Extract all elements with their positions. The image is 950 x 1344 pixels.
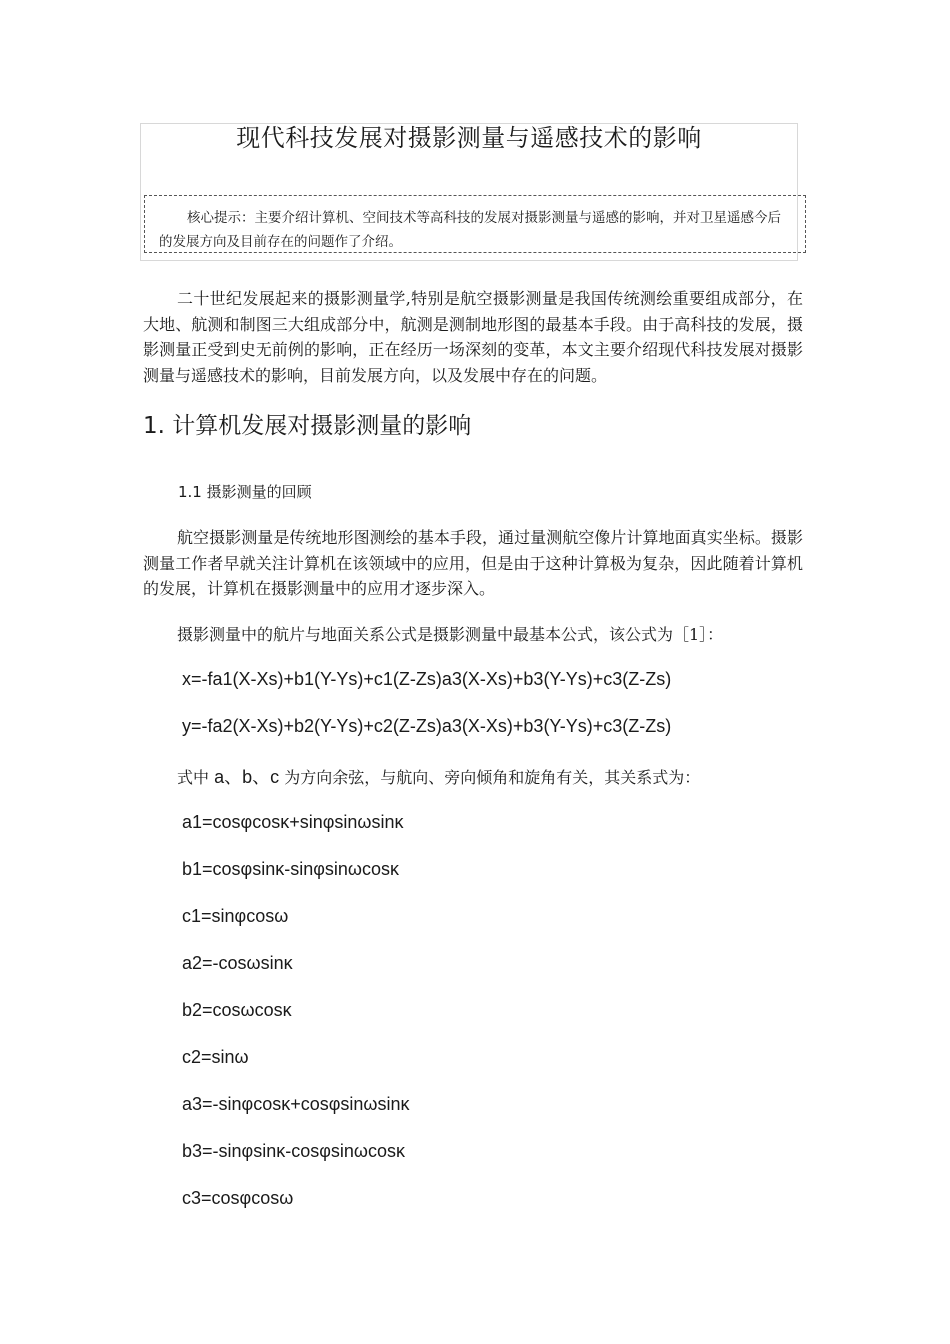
body-paragraph-3 [143,765,803,791]
intro-paragraph: 二十世纪发展起来的摄影测量学,特别是航空摄影测量是我国传统测绘重要组成部分，在大地、航测和制图三大组成部分中，航测是测制地形图的最基本手段。由于高科技的发展，摄影测量正受到史无前例的影响，正在经历一场深刻的变革，本文主要介绍现代科技发展对摄影测量与遥感技术的影响，目前发展方向，以及发展中存在的问题。 [143,289,803,385]
equation-b1: b1=cosφsinκ-sinφsinωcosκ [182,859,399,879]
equation-a1: a1=cosφcosκ+sinφsinωsinκ [182,812,404,832]
equation-b2: b2=cosωcosκ [182,1000,292,1020]
equation-a3: a3=-sinφcosκ+cosφsinωsinκ [182,1094,410,1114]
para3-suffix: 为方向余弦，与航向、旁向倾角和旋角有关，其关系式为： [284,768,701,787]
para3-prefix: 式中 [177,768,210,787]
equation-c2: c2=sinω [182,1047,249,1067]
body-paragraph-1: 航空摄影测量是传统地形图测绘的基本手段，通过量测航空像片计算地面真实坐标。摄影测量工作者早就关注计算机在该领域中的应用，但是由于这种计算极为复杂，因此随着计算机的发展，计算机在摄影测量中的应用才逐步深入。 [143,528,803,598]
formula-y: y=-fa2(X-Xs)+b2(Y-Ys)+c2(Z-Zs)a3(X-Xs)+b3(Y-Ys)+c3(Z-Zs) [182,716,672,736]
body-paragraph-2: 摄影测量中的航片与地面关系公式是摄影测量中最基本公式，该公式为［1］： [177,625,724,644]
equation-b3: b3=-sinφsinκ-cosφsinωcosκ [182,1141,405,1161]
equation-c3: c3=cosφcosω [182,1188,294,1208]
abstract-box: 核心提示：主要介绍计算机、空间技术等高科技的发展对摄影测量与遥感的影响，并对卫星遥感今后的发展方向及目前存在的问题作了介绍。 [144,195,806,253]
formula-x: x=-fa1(X-Xs)+b1(Y-Ys)+c1(Z-Zs)a3(X-Xs)+b3(Y-Ys)+c3(Z-Zs) [182,669,672,689]
equation-a2: a2=-cosωsinκ [182,953,293,973]
section-heading: 1. 计算机发展对摄影测量的影响 [143,413,472,439]
document-title: 现代科技发展对摄影测量与遥感技术的影响 [236,124,702,152]
para3-variables: a、b、c [214,767,280,787]
equation-c1: c1=sinφcosω [182,906,289,926]
subsection-heading: 1.1 摄影测量的回顾 [178,483,312,501]
